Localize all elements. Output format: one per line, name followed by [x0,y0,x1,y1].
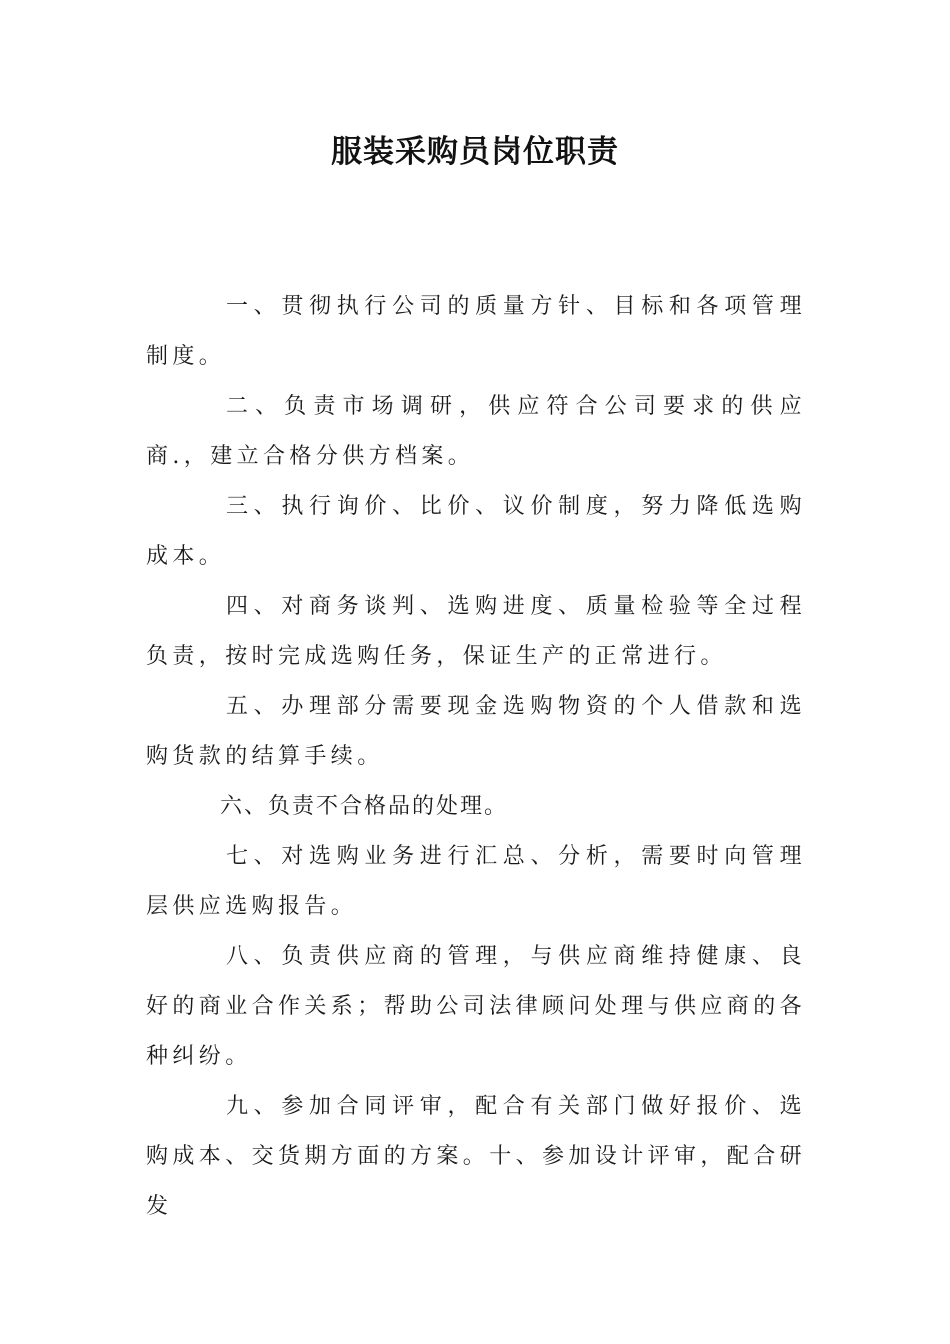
paragraph-9: 九、参加合同评审，配合有关部门做好报价、选购成本、交货期方面的方案。十、参加设计评审，配合研发 [146,1094,807,1219]
document-title: 服装采购员岗位职责 [331,134,619,170]
document-body [146,282,806,1232]
paragraph-1: 一、贯彻执行公司的质量方针、目标和各项管理制度。 [146,294,806,369]
paragraph-5: 五、办理部分需要现金选购物资的个人借款和选购货款的结算手续。 [146,694,806,769]
paragraph-2: 二、负责市场调研，供应符合公司要求的供应商.，建立合格分供方档案。 [146,394,806,469]
paragraph-6: 六、负责不合格品的处理。 [220,794,509,819]
paragraph-7: 七、对选购业务进行汇总、分析，需要时向管理层供应选购报告。 [146,844,806,919]
paragraph-4: 四、对商务谈判、选购进度、质量检验等全过程负责，按时完成选购任务，保证生产的正常进行。 [146,594,806,669]
paragraph-8: 八、负责供应商的管理，与供应商维持健康、良好的商业合作关系；帮助公司法律顾问处理与供应商的各种纠纷。 [146,944,807,1069]
paragraph-3: 三、执行询价、比价、议价制度，努力降低选购成本。 [146,494,806,569]
